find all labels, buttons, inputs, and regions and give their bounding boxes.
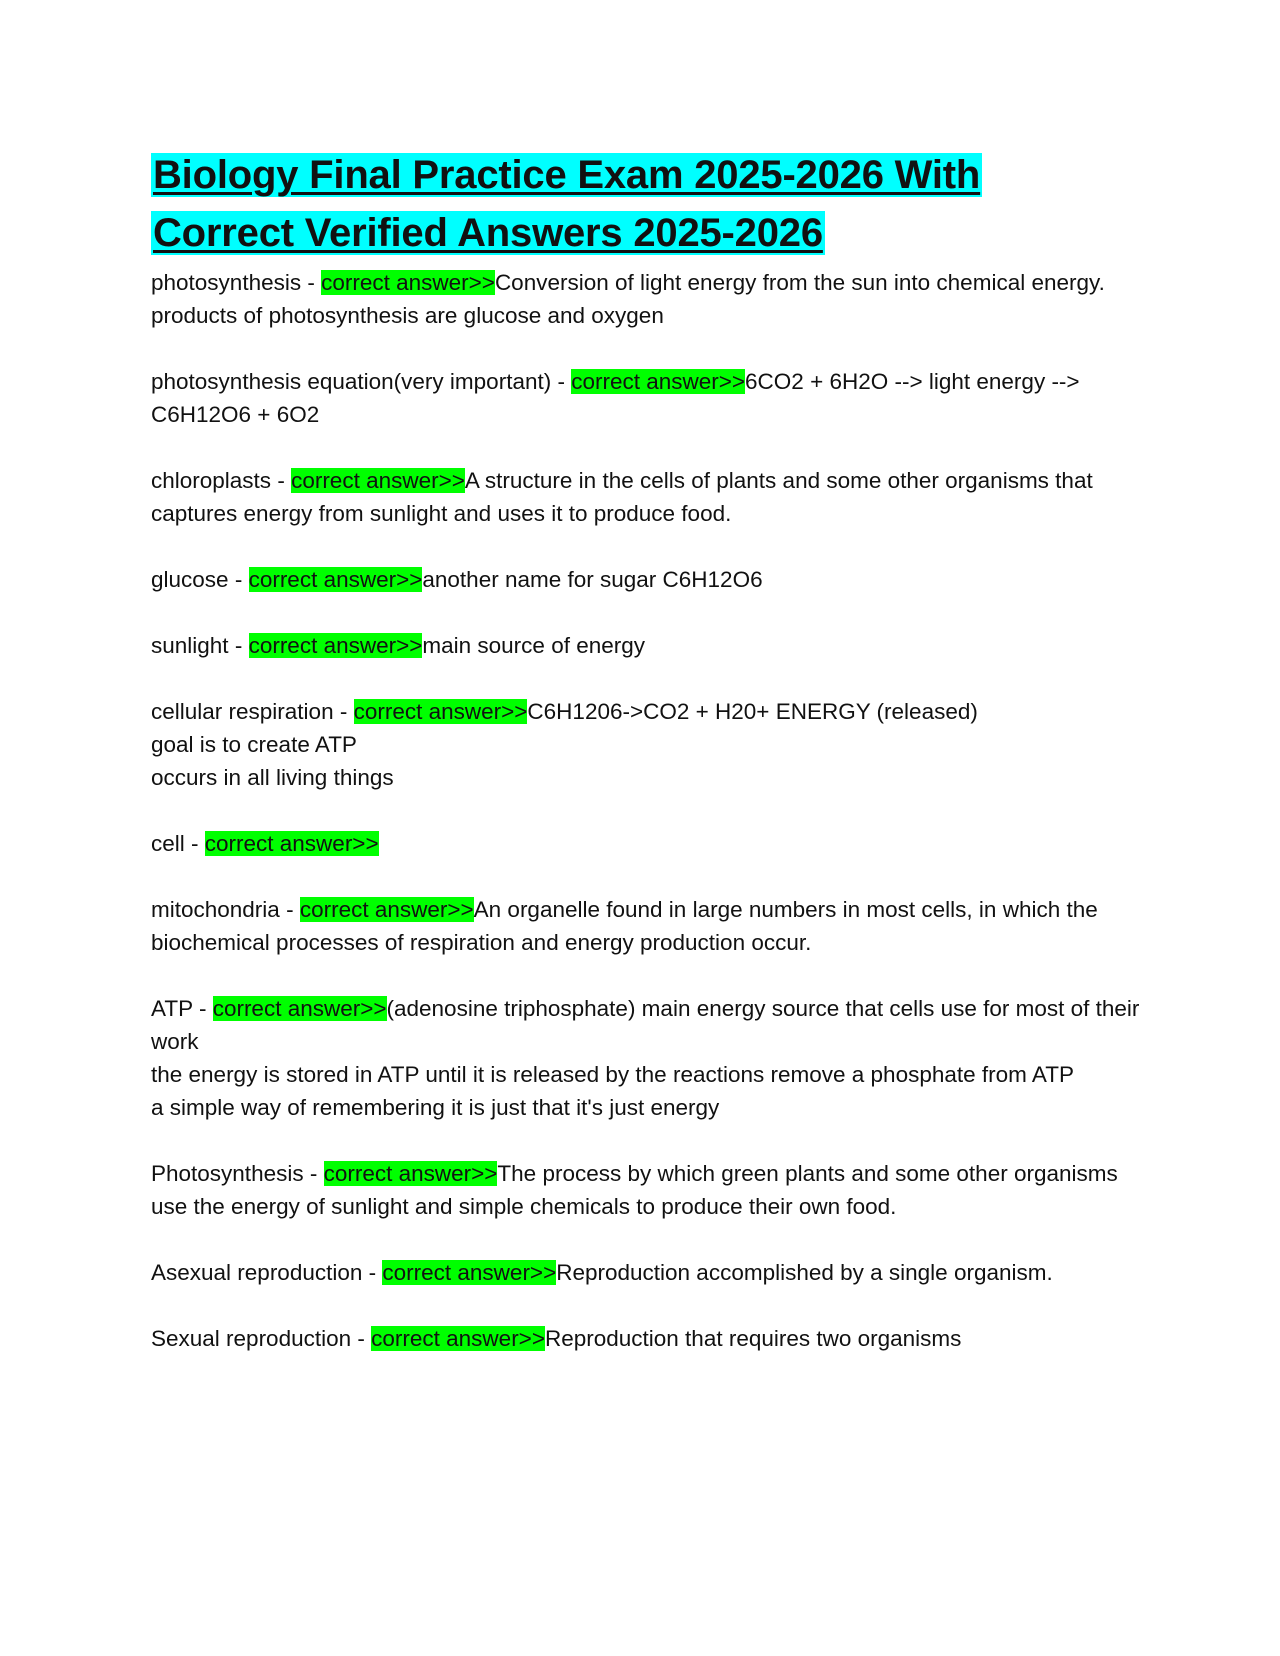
answer-highlight: correct answer>> xyxy=(353,699,528,724)
entry-separator: - xyxy=(303,1161,324,1186)
answer-highlight: correct answer>> xyxy=(248,633,423,658)
entry-answer: main source of energy xyxy=(422,633,646,658)
entry-separator: - xyxy=(362,1260,383,1285)
answer-highlight: correct answer>> xyxy=(323,1161,498,1186)
entry-answer: 6CO2 + 6H2O --> light energy --> C6H12O6 + 6O2 xyxy=(151,369,1080,427)
entry-separator: - xyxy=(551,369,572,394)
entry-separator: - xyxy=(271,468,292,493)
entry-answer: (adenosine triphosphate) main energy source that cells use for most of their work xyxy=(151,996,1140,1054)
entry-term: cellular respiration xyxy=(151,699,334,724)
answer-highlight: correct answer>> xyxy=(291,468,465,493)
entry-separator: - xyxy=(184,831,205,856)
document-page xyxy=(151,146,1141,1355)
qa-entry-photosynthesis-definition xyxy=(151,1157,1141,1223)
entry-term: Asexual reproduction xyxy=(151,1260,363,1285)
entry-separator: - xyxy=(351,1326,372,1351)
entry-separator: - xyxy=(301,270,322,295)
answer-highlight: correct answer>> xyxy=(571,369,746,394)
title-line-2: Correct Verified Answers 2025-2026 xyxy=(153,211,823,255)
answer-highlight: correct answer>> xyxy=(382,1260,557,1285)
entry-answer-line: goal is to create ATP xyxy=(151,732,357,757)
qa-entry-sunlight xyxy=(151,629,1141,662)
entry-separator: - xyxy=(333,699,354,724)
entry-answer: An organelle found in large numbers in most cells, in which the biochemical processes of respiration and energy production occur. xyxy=(151,897,1098,955)
entry-term: Sexual reproduction xyxy=(151,1326,352,1351)
answer-highlight: correct answer>> xyxy=(371,1326,545,1351)
qa-entry-photosynthesis xyxy=(151,266,1141,332)
entry-separator: - xyxy=(228,633,249,658)
title-line-1: Biology Final Practice Exam 2025-2026 With xyxy=(153,153,981,197)
qa-entry-mitochondria xyxy=(151,893,1141,959)
qa-entry-sexual-reproduction xyxy=(151,1322,1141,1355)
qa-entry-photosynthesis-equation xyxy=(151,365,1141,431)
qa-entry-chloroplasts xyxy=(151,464,1141,530)
entry-answer: Reproduction that requires two organisms xyxy=(544,1326,962,1351)
entry-answer-line: occurs in all living things xyxy=(151,765,394,790)
qa-entry-asexual-reproduction xyxy=(151,1256,1141,1289)
answer-highlight: correct answer>> xyxy=(299,897,474,922)
entry-term: cell xyxy=(151,831,185,856)
answer-highlight: correct answer>> xyxy=(204,831,379,856)
qa-list xyxy=(151,266,1141,1355)
entry-term: sunlight xyxy=(151,633,229,658)
entry-answer-line: a simple way of remembering it is just that it's just energy xyxy=(151,1095,720,1120)
entry-term: mitochondria xyxy=(151,897,280,922)
answer-highlight: correct answer>> xyxy=(248,567,423,592)
entry-answer: The process by which green plants and some other organisms use the energy of sunlight and simple chemicals to produce their own food. xyxy=(151,1161,1118,1219)
qa-entry-cellular-respiration xyxy=(151,695,1141,794)
entry-term: chloroplasts xyxy=(151,468,272,493)
entry-term: photosynthesis xyxy=(151,270,302,295)
entry-term: glucose xyxy=(151,567,229,592)
entry-separator: - xyxy=(279,897,300,922)
entry-separator: - xyxy=(192,996,213,1021)
entry-answer: Conversion of light energy from the sun into chemical energy. xyxy=(494,270,1105,295)
answer-highlight: correct answer>> xyxy=(212,996,387,1021)
entry-answer: Reproduction accomplished by a single organism. xyxy=(556,1260,1053,1285)
entry-answer: C6H1206->CO2 + H20+ ENERGY (released) xyxy=(527,699,978,724)
qa-entry-glucose xyxy=(151,563,1141,596)
entry-term: Photosynthesis xyxy=(151,1161,304,1186)
entry-answer-line: products of photosynthesis are glucose and oxygen xyxy=(151,303,664,328)
qa-entry-atp xyxy=(151,992,1141,1124)
entry-term: ATP xyxy=(151,996,193,1021)
entry-answer: another name for sugar C6H12O6 xyxy=(422,567,763,592)
entry-answer-line: the energy is stored in ATP until it is released by the reactions remove a phosphate from ATP xyxy=(151,1062,1074,1087)
entry-answer: A structure in the cells of plants and some other organisms that captures energy from sunlight and uses it to produce food. xyxy=(151,468,1093,526)
entry-term: photosynthesis equation(very important) xyxy=(151,369,552,394)
answer-highlight: correct answer>> xyxy=(321,270,495,295)
entry-separator: - xyxy=(228,567,249,592)
document-title xyxy=(151,146,1141,262)
qa-entry-cell xyxy=(151,827,1141,860)
